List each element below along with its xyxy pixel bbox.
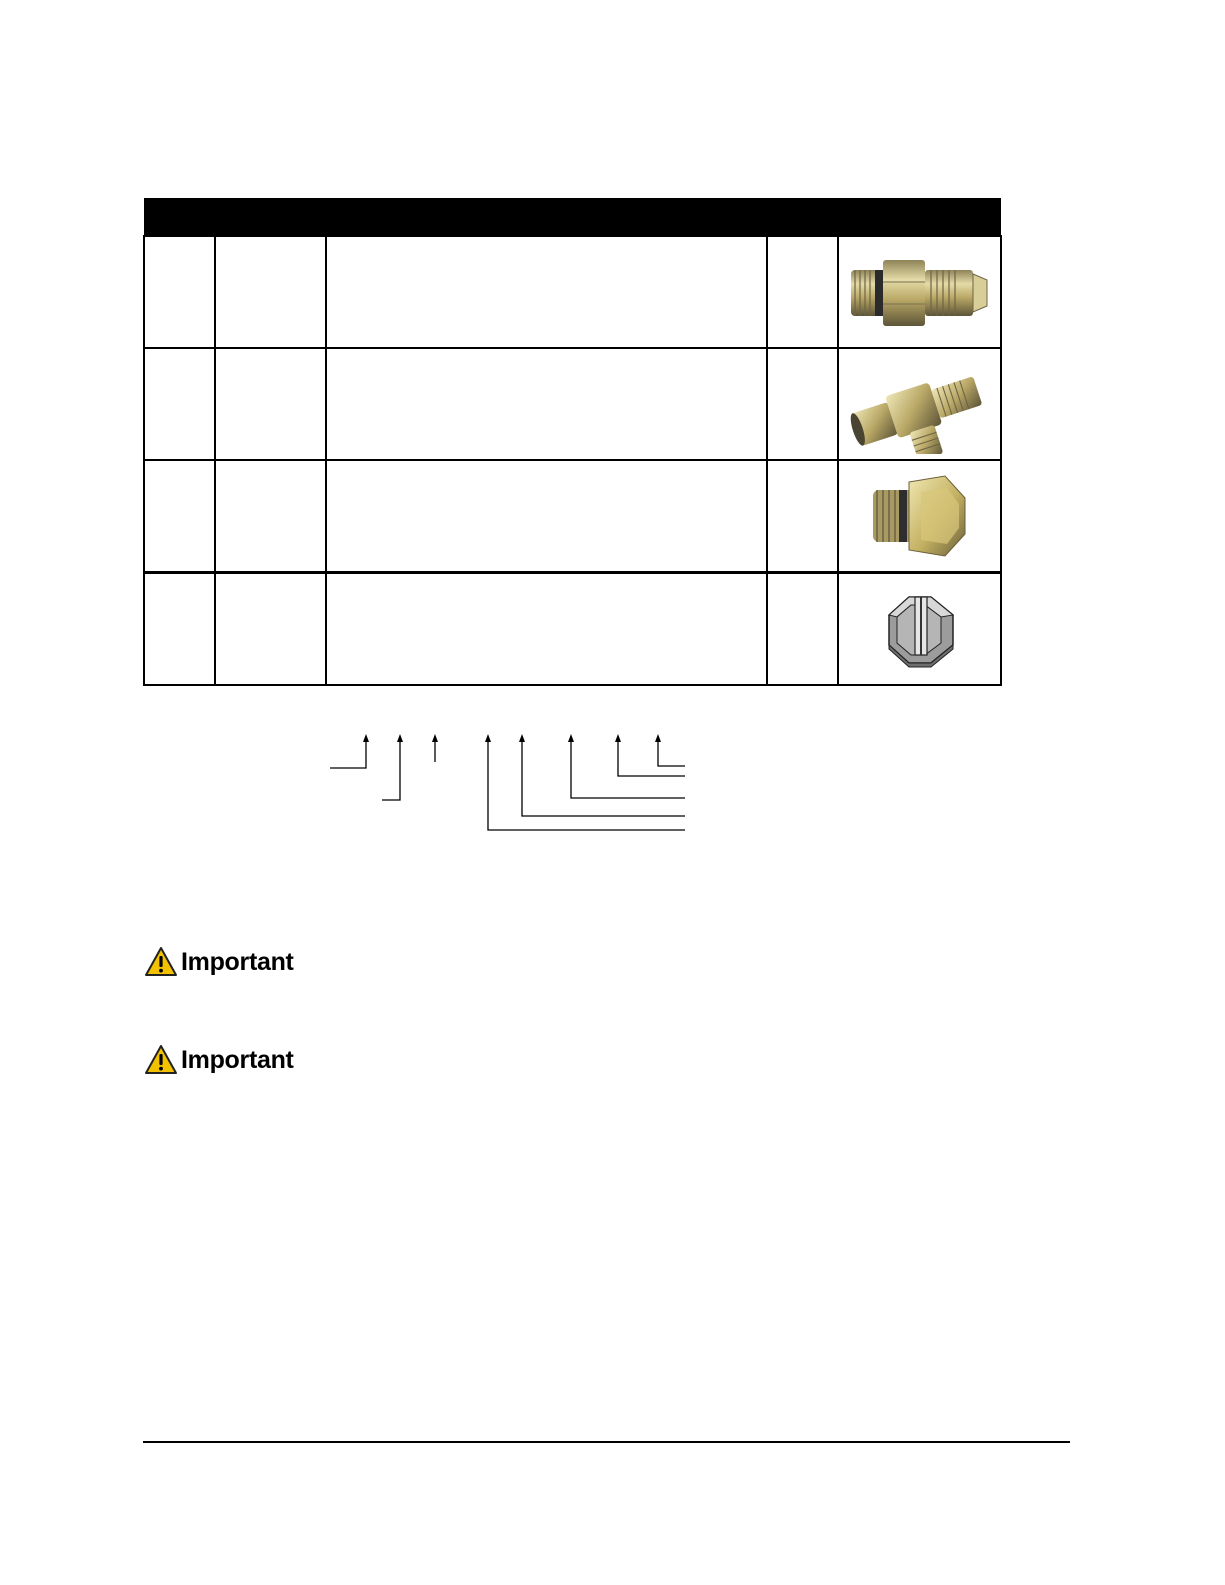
table-cell	[144, 348, 215, 460]
table-cell	[215, 348, 326, 460]
table-cell	[144, 573, 215, 686]
code-leader-7	[618, 740, 685, 776]
arrowhead-1	[363, 734, 369, 742]
table-cell	[767, 236, 838, 348]
hex-plug-image	[865, 468, 975, 564]
arrowhead-4	[485, 734, 491, 742]
arrowhead-8	[655, 734, 661, 742]
table-cell	[215, 236, 326, 348]
image-cell	[838, 460, 1001, 573]
code-leader-1	[330, 740, 366, 768]
run-tee-image	[843, 354, 997, 454]
important-notice	[144, 946, 294, 978]
warning-icon	[144, 1044, 178, 1076]
table-cell	[215, 460, 326, 573]
important-label: Important	[181, 1045, 294, 1074]
table-cell	[326, 348, 767, 460]
table-cell	[767, 348, 838, 460]
restrictor-orifice-image	[875, 587, 965, 671]
table-cell	[767, 460, 838, 573]
important-notice	[144, 1044, 294, 1076]
table-cell	[215, 573, 326, 686]
table-row	[144, 348, 1001, 460]
part-number-code-diagram	[320, 732, 700, 838]
header-cell	[144, 198, 215, 236]
header-cell	[767, 198, 838, 236]
table-row	[144, 460, 1001, 573]
image-cell	[838, 236, 1001, 348]
arrowhead-3	[432, 734, 438, 742]
table-cell	[144, 460, 215, 573]
table-cell	[326, 573, 767, 686]
code-leader-2	[382, 740, 400, 800]
arrowhead-6	[568, 734, 574, 742]
code-leader-8	[658, 740, 685, 766]
table-row	[144, 573, 1001, 686]
arrowhead-5	[519, 734, 525, 742]
table-header-row	[144, 198, 1001, 236]
table-cell	[144, 236, 215, 348]
arrowhead-7	[615, 734, 621, 742]
image-cell	[838, 573, 1001, 686]
image-cell	[838, 348, 1001, 460]
important-label: Important	[181, 947, 294, 976]
code-leader-5	[522, 740, 685, 816]
code-leader-6	[571, 740, 685, 798]
header-cell	[215, 198, 326, 236]
straight-adapter-image	[845, 246, 995, 338]
table-row	[144, 236, 1001, 348]
arrowhead-2	[397, 734, 403, 742]
table-cell	[767, 573, 838, 686]
warning-icon	[144, 946, 178, 978]
header-cell	[326, 198, 767, 236]
table-cell	[326, 460, 767, 573]
header-cell	[838, 198, 1001, 236]
footer-divider	[143, 1441, 1070, 1443]
table-cell	[326, 236, 767, 348]
parts-table	[143, 198, 1002, 686]
